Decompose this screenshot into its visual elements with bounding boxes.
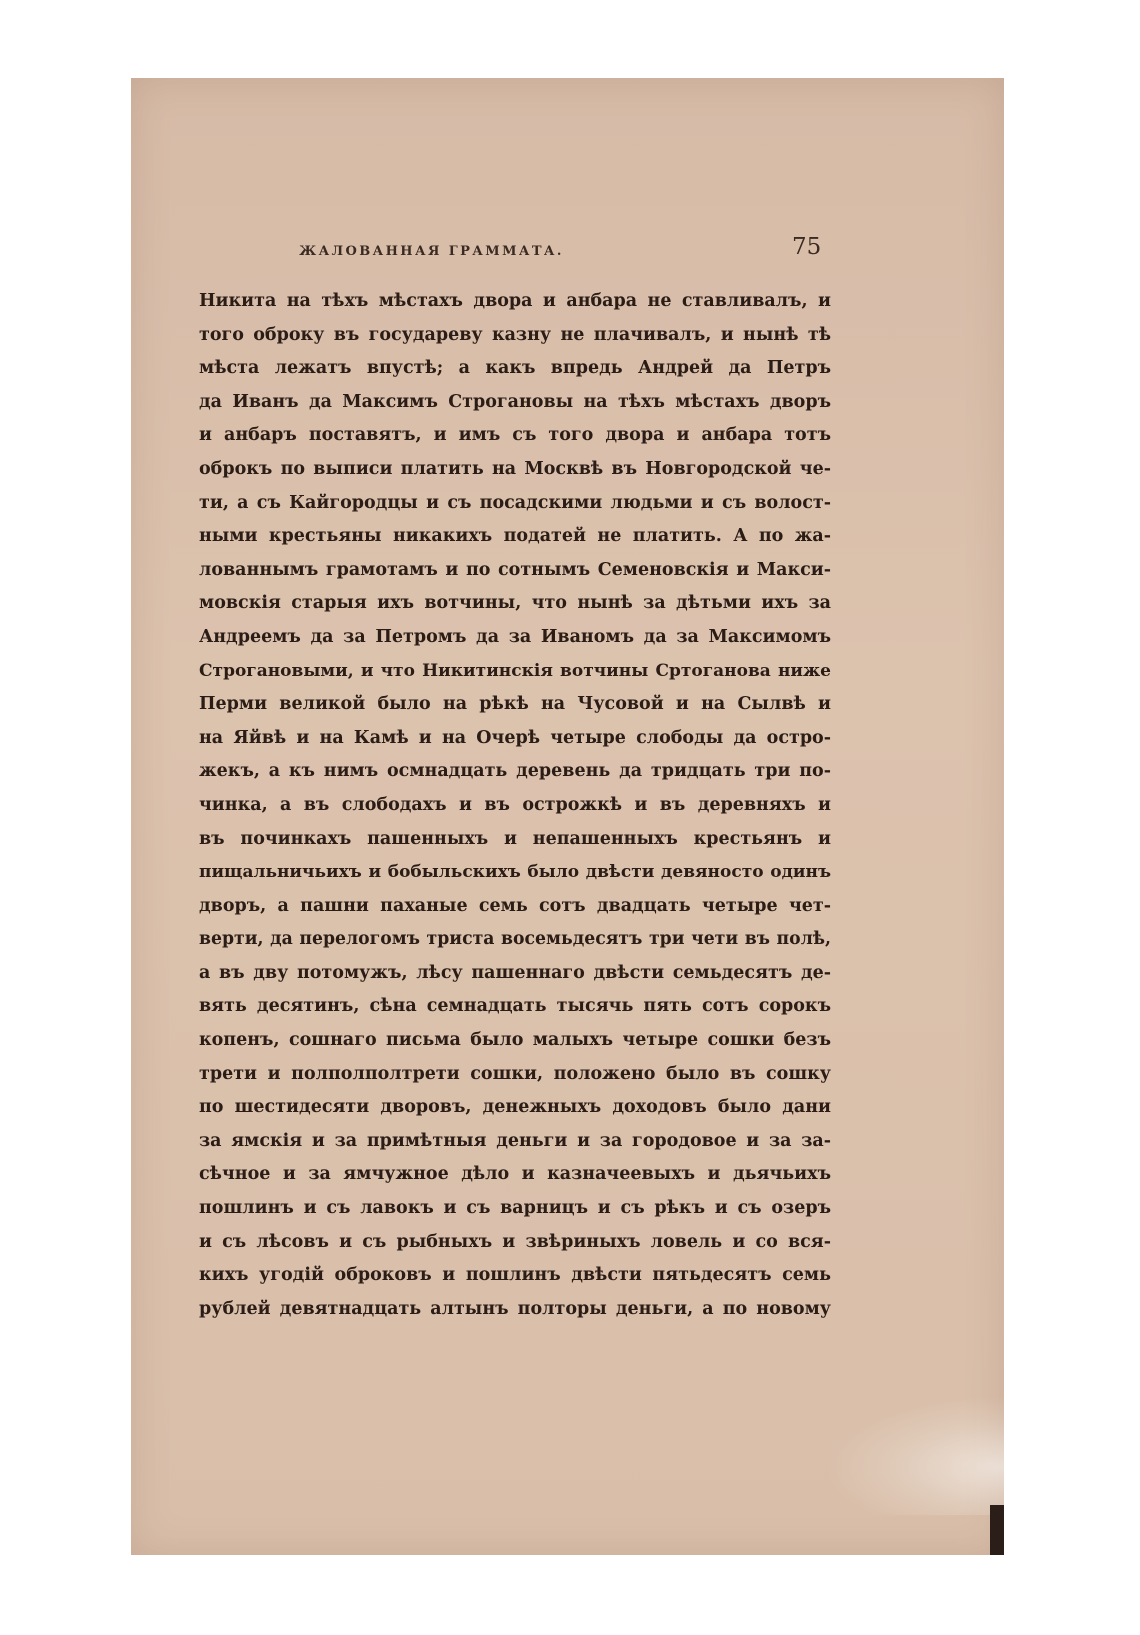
text-line: мѣста лежатъ впустѣ; а какъ впредь Андрей да Петръ bbox=[199, 358, 831, 379]
page-edge bbox=[990, 1505, 1004, 1555]
running-title: ЖАЛОВАННАЯ ГРАММАТА. bbox=[299, 244, 564, 259]
text-line: и съ лѣсовъ и съ рыбныхъ и звѣриныхъ ловель и со вся- bbox=[199, 1231, 831, 1252]
text-line: жекъ, а къ нимъ осмнадцать деревень да тридцать три по- bbox=[199, 761, 831, 782]
page-curl-shadow bbox=[824, 1395, 1004, 1515]
text-line: да Иванъ да Максимъ Строгановы на тѣхъ мѣстахъ дворъ bbox=[199, 391, 831, 412]
text-line: Строгановыми, и что Никитинскія вотчины Сртоганова ниже bbox=[199, 660, 831, 681]
text-line: пищальничьихъ и бобыльскихъ было двѣсти девяносто одинъ bbox=[199, 862, 831, 883]
text-line: сѣчное и за ямчужное дѣло и казначеевыхъ и дьячьихъ bbox=[199, 1164, 831, 1185]
text-line: по шестидесяти дворовъ, денежныхъ доходовъ было дани bbox=[199, 1097, 831, 1118]
text-line: дворъ, а пашни паханые семь сотъ двадцать четыре чет- bbox=[199, 895, 831, 916]
text-line: чинка, а въ слободахъ и въ острожкѣ и въ деревняхъ и bbox=[199, 794, 831, 815]
text-line: того оброку въ государеву казну не плачивалъ, и нынѣ тѣ bbox=[199, 324, 831, 345]
text-line: Перми великой было на рѣкѣ на Чусовой и на Сылвѣ и bbox=[199, 694, 831, 715]
text-line: пошлинъ и съ лавокъ и съ варницъ и съ рѣкъ и съ озеръ bbox=[199, 1198, 831, 1219]
text-line: копенъ, сошнаго письма было малыхъ четыре сошки безъ bbox=[199, 1030, 831, 1051]
text-line: Андреемъ да за Петромъ да за Иваномъ да за Максимомъ bbox=[199, 626, 831, 647]
text-line: верти, да перелогомъ триста восемьдесятъ три чети въ полѣ, bbox=[199, 929, 831, 950]
text-line: рублей девятнадцать алтынъ полторы деньги, а по новому bbox=[199, 1298, 831, 1319]
body-text bbox=[199, 285, 831, 1326]
text-line: трети и полполполтрети сошки, положено было въ сошку bbox=[199, 1063, 831, 1084]
text-line: и анбаръ поставятъ, и имъ съ того двора и анбара тотъ bbox=[199, 425, 831, 446]
text-line: ти, а съ Кайгородцы и съ посадскими людьми и съ волост- bbox=[199, 492, 831, 513]
text-line: вять десятинъ, сѣна семнадцать тысячь пять сотъ сорокъ bbox=[199, 996, 831, 1017]
text-line: кихъ угодій оброковъ и пошлинъ двѣсти пятьдесятъ семь bbox=[199, 1265, 831, 1286]
text-line: ными крестьяны никакихъ податей не платить. А по жа- bbox=[199, 526, 831, 547]
text-line: лованнымъ грамотамъ и по сотнымъ Семеновскія и Макси- bbox=[199, 559, 831, 580]
text-line: въ починкахъ пашенныхъ и непашенныхъ крестьянъ и bbox=[199, 828, 831, 849]
text-line: за ямскія и за примѣтныя деньги и за городовое и за за- bbox=[199, 1130, 831, 1151]
text-line: оброкъ по выписи платить на Москвѣ въ Новгородской че- bbox=[199, 458, 831, 479]
text-line: Никита на тѣхъ мѣстахъ двора и анбара не ставливалъ, и bbox=[199, 291, 831, 311]
page-number: 75 bbox=[792, 234, 822, 260]
text-line: а въ дву потомужъ, лѣсу пашеннаго двѣсти семьдесятъ де- bbox=[199, 962, 831, 983]
text-line: мовскія старыя ихъ вотчины, что нынѣ за дѣтьми ихъ за bbox=[199, 593, 831, 614]
text-line: на Яйвѣ и на Камѣ и на Очерѣ четыре слободы да остро- bbox=[199, 727, 831, 748]
